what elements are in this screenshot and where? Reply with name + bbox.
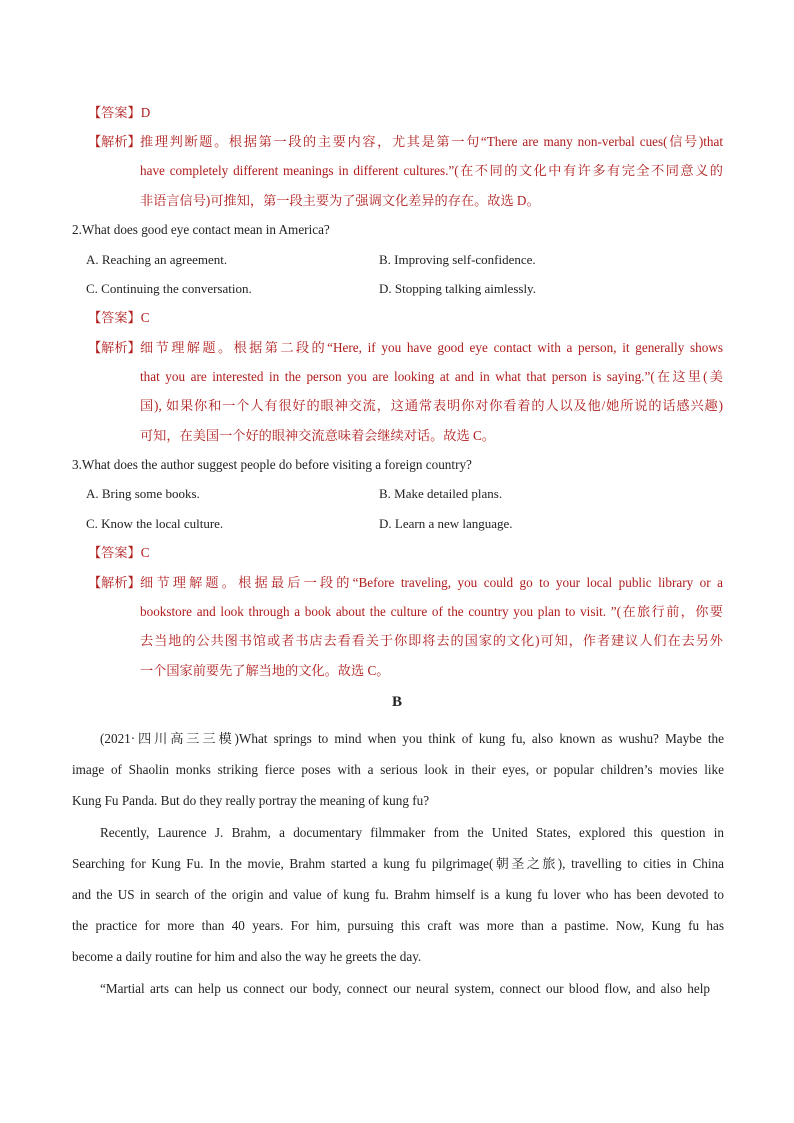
answer-row-q2 xyxy=(88,309,150,327)
analysis-line: 推理判断题。根据第一段的主要内容，尤其是第一句“There are many non-verbal cues(信号)that xyxy=(140,134,723,149)
option-c: C. Continuing the conversation. xyxy=(86,281,252,296)
analysis-line: 可知，在美国一个好的眼神交流意味着会继续对话。故选 C。 xyxy=(140,428,495,443)
option-d: D. Learn a new language. xyxy=(379,516,513,531)
passage-line: Recently, Laurence J. Brahm, a documentary filmmaker from the United States, explored this question in xyxy=(100,825,724,840)
analysis-line: 一个国家前要先了解当地的文化。故选 C。 xyxy=(140,663,390,678)
analysis-tag: 【解析】 xyxy=(88,134,141,149)
analysis-tag: 【解析】 xyxy=(88,575,141,590)
answer-value: D xyxy=(140,105,151,120)
analysis-line: 去当地的公共图书馆或者书店去看看关于你即将去的国家的文化)可知，作者建议人们在去另外 xyxy=(140,633,723,648)
passage-line: (2021·四川高三三模)What springs to mind when you think of kung fu, also known as wushu? Maybe the xyxy=(100,731,724,746)
answer-tag: 【答案】 xyxy=(88,310,141,325)
option-b: B. Make detailed plans. xyxy=(379,486,503,501)
question-2: 2.What does good eye contact mean in America? xyxy=(72,222,330,237)
analysis-line: 细节理解题。根据最后一段的“Before traveling, you could go to your local public library or a xyxy=(140,575,723,590)
question-3: 3.What does the author suggest people do before visiting a foreign country? xyxy=(72,457,472,472)
answer-row-q1 xyxy=(88,104,150,122)
option-a: A. Reaching an agreement. xyxy=(86,252,228,267)
analysis-line: have completely different meanings in different cultures.”(在不同的文化中有许多有完全不同意义的 xyxy=(140,163,723,178)
answer-value: C xyxy=(140,310,150,325)
option-d: D. Stopping talking aimlessly. xyxy=(379,281,536,296)
passage-line: image of Shaolin monks striking fierce poses with a serious look in their eyes, or popular children’s movies like xyxy=(72,762,724,777)
analysis-line: 国), 如果你和一个人有很好的眼神交流，这通常表明你对你看着的人以及他/她所说的话感兴趣) xyxy=(140,398,723,413)
section-heading: B xyxy=(391,694,402,710)
answer-tag: 【答案】 xyxy=(88,545,141,560)
passage-line: the practice for more than 40 years. For him, pursuing this craft was more than a pastime. Now, Kung fu has xyxy=(72,918,724,933)
option-b: B. Improving self-confidence. xyxy=(379,252,536,267)
answer-value: C xyxy=(140,545,150,560)
option-c: C. Know the local culture. xyxy=(86,516,224,531)
analysis-tag: 【解析】 xyxy=(88,340,141,355)
passage-line: and the US in search of the origin and value of kung fu. Brahm himself is a kung fu lover who has been devoted to xyxy=(72,887,724,902)
passage-line: Searching for Kung Fu. In the movie, Brahm started a kung fu pilgrimage(朝圣之旅), travelling to cities in China xyxy=(72,856,724,871)
passage-line: become a daily routine for him and also the way he greets the day. xyxy=(72,949,422,964)
analysis-line: 非语言信号)可推知，第一段主要为了强调文化差异的存在。故选 D。 xyxy=(140,193,540,208)
option-a: A. Bring some books. xyxy=(86,486,200,501)
answer-row-q3 xyxy=(88,544,150,562)
analysis-line: 细节理解题。根据第二段的“Here, if you have good eye contact with a person, it generally shows xyxy=(140,340,723,355)
passage-line: Kung Fu Panda. But do they really portray the meaning of kung fu? xyxy=(72,793,430,808)
analysis-line: that you are interested in the person you are looking at and in what that person is saying.”(在这里(美 xyxy=(140,369,723,384)
passage-line: “Martial arts can help us connect our body, connect our neural system, connect our blood flow, and also help xyxy=(100,981,710,996)
analysis-line: bookstore and look through a book about the culture of the country you plan to visit. ”(在旅行前，你要 xyxy=(140,604,723,619)
answer-tag: 【答案】 xyxy=(88,105,141,120)
